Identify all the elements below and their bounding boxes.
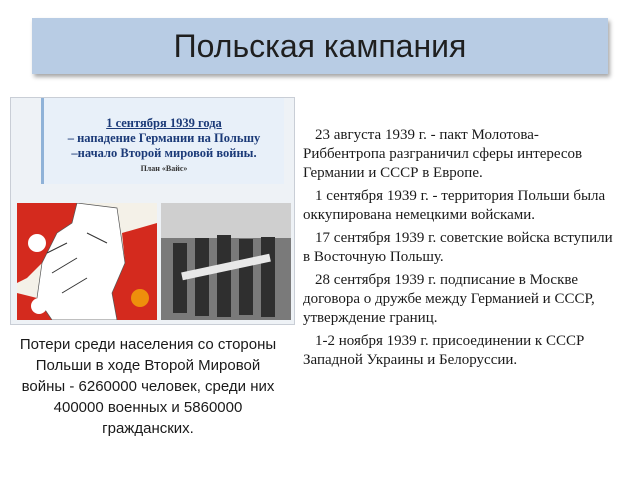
campaign-map — [17, 203, 157, 320]
events-list — [303, 126, 621, 374]
event-item: 28 сентября 1939 г. подписание в Москве договора о дружбе между Германией и СССР, утверждение границ. — [303, 272, 595, 326]
illustration-caption — [41, 98, 284, 184]
population-losses-text: Потери среди населения со стороны Польши в ходе Второй Мировой войны - 6260000 человек, среди них 400000 военных и 5860000 гражданских. — [19, 336, 277, 437]
hammer-sickle-icon — [131, 289, 149, 307]
event-item: 17 сентября 1939 г. советские войска вступили в Восточную Польшу. — [303, 230, 613, 265]
caption-line-attack: – нападение Германии на Польшу — [67, 131, 261, 145]
title-bar — [32, 18, 608, 74]
caption-line-war-start: –начало Второй мировой войны. — [71, 146, 257, 160]
caption-line-plan: План «Вайс» — [140, 164, 188, 173]
event-item: 1-2 ноября 1939 г. присоединении к СССР Западной Украины и Белоруссии. — [303, 333, 585, 368]
swastika-icon-1 — [28, 234, 46, 252]
event-item: 23 августа 1939 г. - пакт Молотова-Риббентропа разграничил сферы интересов Германии и СССР в Европе. — [303, 127, 583, 181]
event-item: 1 сентября 1939 г. - территория Польши была оккупирована немецкими войсками. — [303, 188, 606, 223]
soldiers-photo — [161, 203, 291, 320]
caption-line-date: 1 сентября 1939 года — [106, 116, 222, 130]
page-title: Польская кампания — [173, 27, 467, 64]
illustration-panel — [10, 97, 295, 325]
swastika-icon-2 — [31, 298, 47, 314]
